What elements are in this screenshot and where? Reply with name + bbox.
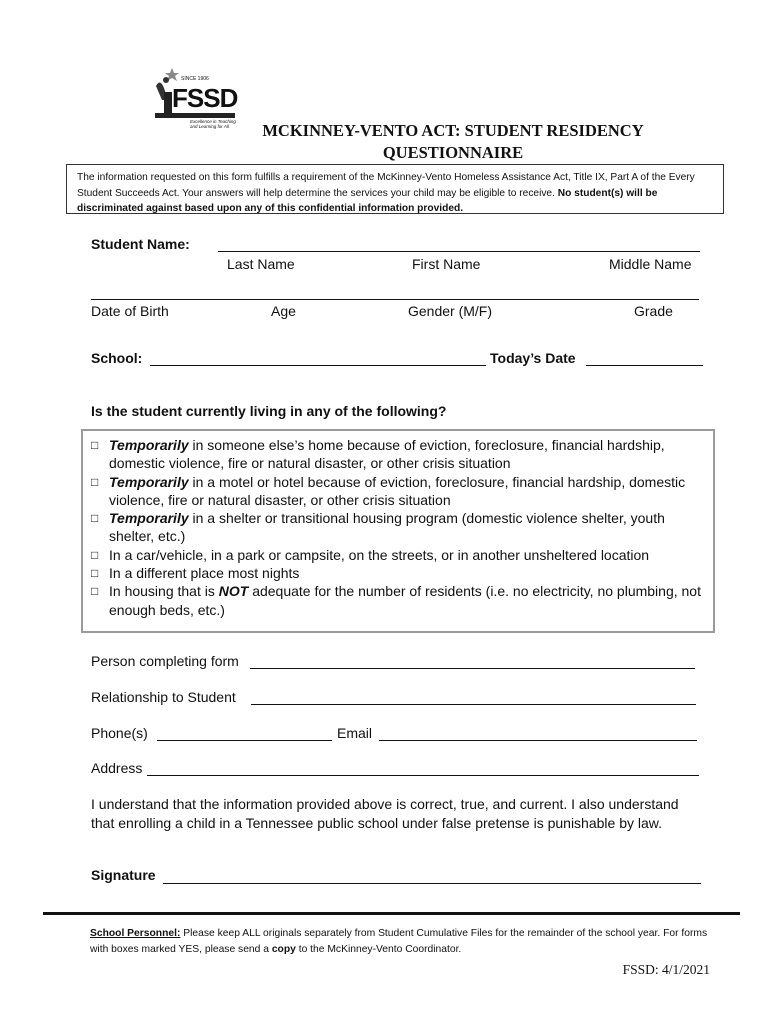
- grade-caption: Grade: [634, 303, 673, 319]
- checkbox[interactable]: □: [91, 547, 99, 562]
- address-label: Address: [91, 760, 143, 776]
- gender-caption: Gender (M/F): [408, 303, 493, 319]
- option-text: in a shelter or transitional housing program (domestic violence shelter, youth shelter, etc.): [109, 510, 665, 545]
- student-name-label: Student Name:: [91, 236, 190, 252]
- person-completing-field[interactable]: [250, 668, 695, 669]
- title-line-2: QUESTIONNAIRE: [382, 143, 524, 162]
- option-emphasis: Temporarily: [109, 473, 189, 490]
- option-row: [91, 546, 707, 564]
- option-text: In a different place most nights: [109, 565, 300, 582]
- form-version-footer: FSSD: 4/1/2021: [622, 962, 710, 977]
- option-row: [91, 582, 707, 619]
- todays-date-field[interactable]: [586, 365, 703, 366]
- todays-date-label: Today’s Date: [490, 350, 576, 366]
- option-emphasis: Temporarily: [109, 437, 189, 453]
- person-completing-label: Person completing form: [91, 653, 239, 669]
- checkbox[interactable]: □: [91, 511, 99, 526]
- info-text: The information requested on this form fulfills a requirement of the McKinney-Vento Homeless Assistance Act, Title IX, Part A of the Every Student Succeeds Act. Your answers will help determine the services your child may be eligible to receive.: [77, 172, 695, 199]
- checkbox[interactable]: □: [91, 438, 99, 452]
- last-name-caption: Last Name: [227, 256, 295, 272]
- school-personnel-bold: copy: [271, 943, 296, 955]
- school-field[interactable]: [150, 365, 486, 366]
- living-question: Is the student currently living in any of the following?: [91, 403, 447, 419]
- logo-since: SINCE 1906: [181, 76, 209, 82]
- middle-name-caption: Middle Name: [609, 256, 692, 272]
- option-prefix: In housing that is: [109, 583, 219, 600]
- checkbox[interactable]: □: [91, 584, 99, 599]
- dob-age-gender-grade-field[interactable]: [91, 299, 699, 300]
- school-label: School:: [91, 350, 143, 366]
- first-name-caption: First Name: [412, 256, 481, 272]
- dob-caption: Date of Birth: [91, 303, 169, 319]
- certification-statement: I understand that the information provided above is correct, true, and current. I also understand that enrolling a child in a Tennessee public school under false pretense is punishable by law.: [91, 796, 679, 831]
- option-text: in someone else’s home because of eviction, foreclosure, financial hardship, domestic violence, fire or natural disaster, or other crisis situation: [109, 437, 665, 472]
- student-name-field[interactable]: [218, 251, 700, 252]
- fssd-logo: [150, 66, 245, 136]
- info-box: [66, 164, 724, 214]
- relationship-field[interactable]: [251, 704, 696, 705]
- living-options-box: [81, 429, 715, 633]
- signature-label: Signature: [91, 867, 156, 883]
- checkbox[interactable]: □: [91, 474, 99, 489]
- email-field[interactable]: [379, 740, 697, 741]
- school-personnel-text-2: to the McKinney-Vento Coordinator.: [295, 943, 462, 955]
- checkbox[interactable]: □: [91, 566, 99, 581]
- option-row: [91, 473, 707, 510]
- school-personnel-label: School Personnel:: [90, 928, 181, 939]
- option-row: [91, 564, 707, 582]
- phone-field[interactable]: [157, 740, 332, 741]
- option-text: In a car/vehicle, in a park or campsite, on the streets, or in another unsheltered location: [109, 546, 650, 563]
- section-divider: [43, 912, 740, 915]
- logo-tagline: Excellence in Teaching and Learning for All: [190, 119, 236, 129]
- option-row: [91, 509, 707, 546]
- relationship-label: Relationship to Student: [91, 689, 236, 705]
- school-personnel-text-1: Please keep ALL originals separately from Student Cumulative Files for the remainder of the school year. For forms with boxes marked YES, please send a: [90, 928, 708, 955]
- age-caption: Age: [271, 303, 296, 319]
- phone-label: Phone(s): [91, 725, 148, 741]
- logo-text: FSSD: [172, 83, 238, 113]
- option-emphasis: NOT: [218, 583, 249, 600]
- option-text: in a motel or hotel because of eviction, foreclosure, financial hardship, domestic violence, fire or natural disaster, or other crisis situation: [109, 473, 686, 508]
- title-line-1: MCKINNEY-VENTO ACT: STUDENT RESIDENCY: [262, 121, 644, 140]
- option-row: [91, 436, 707, 473]
- option-text: adequate for the number of residents (i.e. no electricity, no plumbing, not enough beds, etc.): [109, 583, 701, 618]
- signature-field[interactable]: [163, 883, 701, 884]
- school-personnel-note: [90, 926, 720, 957]
- page-title: [243, 120, 663, 164]
- info-bold-text: No student(s) will be discriminated against based upon any of this confidential information provided.: [77, 187, 658, 214]
- address-field[interactable]: [147, 775, 699, 776]
- option-emphasis: Temporarily: [109, 510, 189, 527]
- email-label: Email: [337, 725, 373, 741]
